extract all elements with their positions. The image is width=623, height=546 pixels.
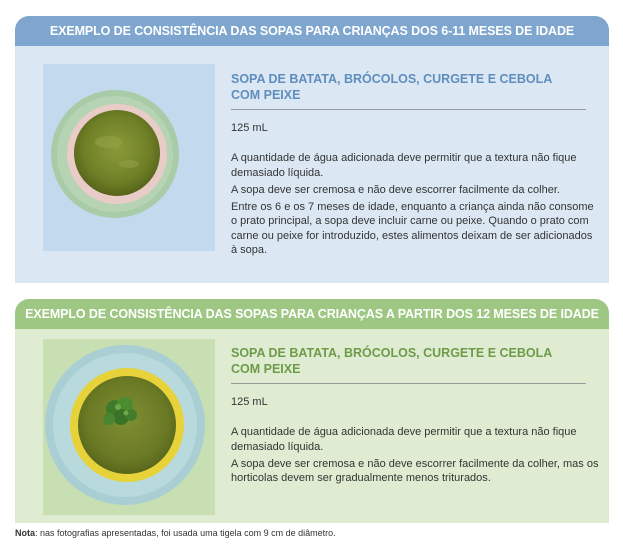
soup-section-12-months xyxy=(15,299,609,523)
green-soup xyxy=(78,376,176,474)
footnote-text: : nas fotografias apresentadas, foi usada uma tigela com 9 cm de diâmetro. xyxy=(35,528,336,538)
soup-volume: 125 mL xyxy=(231,122,268,134)
soup-description xyxy=(231,71,597,260)
soup-instructions xyxy=(231,151,597,258)
soup-title-line-1: SOPA DE BATATA, BRÓCOLOS, CURGETE E CEBOLA xyxy=(231,346,553,360)
instruction-paragraph: A quantidade de água adicionada deve permitir que a textura não fique demasiado líquida. xyxy=(231,152,577,179)
soup-title-line-2: COM PEIXE xyxy=(231,88,301,102)
soup-title-line-1: SOPA DE BATATA, BRÓCOLOS, CURGETE E CEBOLA xyxy=(231,72,553,86)
instruction-paragraph: A sopa deve ser cremosa e não deve escorrer facilmente da colher, mas os horticolas devem ser gradualmente menos triturados. xyxy=(231,457,599,484)
instruction-paragraph: Entre os 6 e os 7 meses de idade, enquanto a criança ainda não consome o prato principal, a sopa deve incluir carne ou peixe. Quando o prato com carne ou peixe for introduzido, estes alimentos deixam de ser adicionados à sopa. xyxy=(231,200,594,256)
soup-volume: 125 mL xyxy=(231,396,268,408)
footnote-label: Nota xyxy=(15,528,35,538)
soup-bowl-illustration xyxy=(43,339,215,515)
footnote xyxy=(15,528,336,538)
soup-description xyxy=(231,345,597,488)
section-header: EXEMPLO DE CONSISTÊNCIA DAS SOPAS PARA CRIANÇAS DOS 6-11 MESES DE IDADE xyxy=(15,16,609,46)
section-header: EXEMPLO DE CONSISTÊNCIA DAS SOPAS PARA CRIANÇAS A PARTIR DOS 12 MESES DE IDADE xyxy=(15,299,609,329)
soup-title xyxy=(231,71,586,110)
instruction-paragraph: A sopa deve ser cremosa e não deve escorrer facilmente da colher. xyxy=(231,183,560,196)
soup-photo xyxy=(43,64,215,251)
soup-photo xyxy=(43,339,215,515)
soup-bowl-illustration xyxy=(43,64,215,251)
soup-section-6-11-months xyxy=(15,16,609,283)
section-body xyxy=(15,329,609,523)
instruction-paragraph: A quantidade de água adicionada deve permitir que a textura não fique demasiado líquida. xyxy=(231,426,577,453)
soup-instructions xyxy=(231,425,597,486)
soup-title xyxy=(231,345,586,384)
soup-title-line-2: COM PEIXE xyxy=(231,362,301,376)
green-soup xyxy=(74,110,160,196)
section-body xyxy=(15,46,609,283)
